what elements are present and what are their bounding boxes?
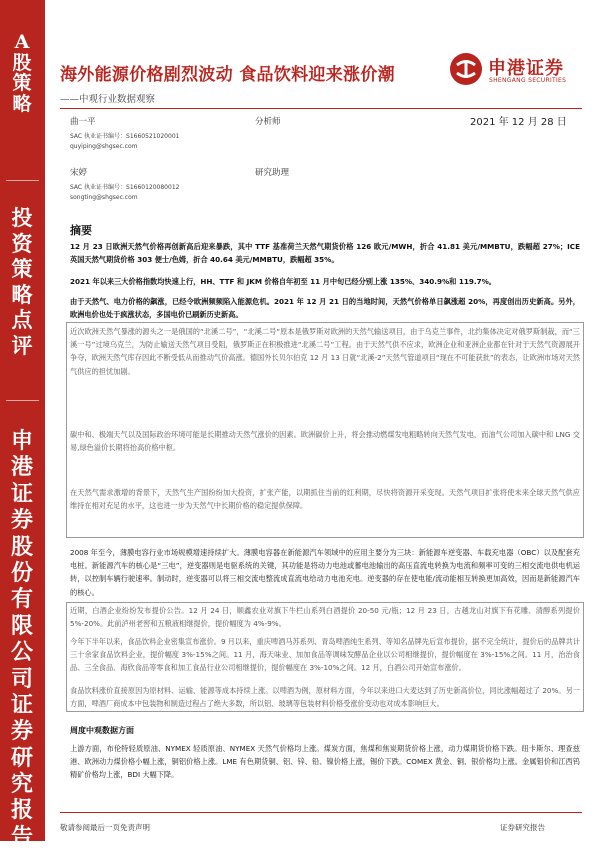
analyst-name: 曲一平 [70, 117, 96, 127]
assistant-cert: SAC 执业证书编号：S1660120080012 [70, 184, 180, 191]
sidebar-company: 申港证券股份有限公司证券研究报告 [10, 428, 33, 850]
footer-label: 证券研究报告 [500, 823, 545, 832]
footer-disclaimer: 敬请参阅最后一页免责声明 [60, 823, 150, 832]
company-logo [449, 52, 579, 92]
summary-paragraph: 由于天然气、电力价格的飙涨，已经令欧洲频频陷入能源危机。2021 年 12 月 21 日的当地时间，天然气价格单日飙涨超 20%，再度创出历史新高。另外，欧洲电价也处于疯涨状态，多国电价已刷新历史新高。 [70, 297, 580, 320]
report-title: 海外能源价格剧烈波动 食品饮料迎来涨价潮 [60, 65, 395, 85]
sidebar-divider [6, 400, 39, 401]
summary-paragraph: 近次欧洲天然气暴涨的源头之一是俄国的“北溪二号”，“北溪二号”原本是俄罗斯对欧洲的天然气输送项目，由于乌克兰事件，北约集体决定对俄罗斯制裁，而“三溪一号”过境乌克兰，为防止输送天然气项目受阻，俄罗斯正在积极推进“北溪二号”工程。由于天然气供不应求，欧洲企业和亚洲企业都在针对于天然气资源展开争夺，欧洲天然气库存因此不断受低从而推动气价高涨。德国外长贝尔伯克 12 月 13 日就“北溪-2”天然气管道项目“现在不可能获批”的表态，让欧洲市场对天然气供应的担忧加剧。 [70, 327, 580, 376]
sidebar-divider [6, 180, 39, 181]
summary-paragraph: 上游方面，布伦特轻质原油、NYMEX 轻质原油、NYMEX 天然气价格均上涨。煤炭方面，焦煤和焦炭期货价格上涨，动力煤期货价格下跌。纽卡斯尔、理查兹港、欧洲动力煤价格小幅上涨，铜铝价格上涨。LME 有色期货铜、铝、锌、铅、镍价格上涨，锡价下跌。COMEX 黄金、铜、银价格均上涨。金属钼价和江西钨精矿价格均上涨，BDI 大幅下降。 [70, 744, 580, 780]
assistant-name: 宋婷 [70, 168, 88, 178]
report-subtitle: ——中观行业数据观察 [60, 94, 156, 105]
shengang-logo-icon [449, 52, 483, 86]
analyst-email[interactable]: quyiping@shgsec.com [70, 143, 138, 150]
section-heading: 周度中观数据方面 [70, 726, 134, 735]
report-date: 2021 年 12 月 28 日 [470, 117, 567, 128]
sidebar-category: A股策略 [12, 31, 32, 115]
assistant-role: 研究助理 [255, 168, 290, 178]
header-rule [60, 108, 582, 109]
summary-heading: 摘要 [70, 224, 92, 237]
sidebar-report-type: 投资策略点评 [11, 205, 33, 359]
analyst-role: 分析师 [255, 117, 281, 127]
analyst-cert: SAC 执业证书编号：S1660521020001 [70, 133, 180, 140]
logo-english-name: SHENGANG SECURITIES [489, 77, 567, 84]
summary-paragraph: 今年下半年以来，食品饮料企业密集宣布涨价。9 月以来，重庆啤酒马苏系列、青岛啤酒纯生系列、等知名品牌先后宣布提价，据不完全统计，提价后的品牌共计三十余家食品饮料企业，提价幅度 3%-15%之间。11 月，海天味业、加加食品等调味发酵品企业以公司相继提价，提价幅度在 3%-15%之间。11 月，治治食品、三全食品、海欣食品等零食和加工食品行业公司相继提价，提价幅度在 3%-10%之间。12 月，白酒公司开始宣布涨价。 [70, 637, 580, 673]
summary-paragraph: 2008 年至今，薄膜电容行业市场规模增速持续扩大。薄膜电容器在新能源汽车领域中的应用主要分为三块：新能源车逆变器、车载充电器（OBC）以及配套充电桩。新能源汽车的核心是“三电”，逆变器则是电驱系统的关键，其功能是将动力电池或蓄电池输出的高压直流电转换为电流和频率可变的三相交流电供电机运转，以控制车辆行驶速率。制动时，逆变器可以将三相交流电整流成直流电给动力电池充电。逆变器的存在使电能/流动能相互转换更加高效，因而是新能源汽车的核心。 [70, 548, 580, 597]
summary-paragraph: 碳中和、极端天气以及国际政治环境可能是长期推动天然气涨价的因素。欧洲碳价上升，将会推动燃煤发电粗略转向天然气发电，而油气公司加入碳中和 LNG 交易,绿色溢价长期将抬高价格中枢。 [70, 430, 580, 453]
logo-chinese-name: 申港证券 [488, 58, 564, 79]
summary-paragraph: 2021 年以来三大价格指数均快速上行，HH、TTF 和 JKM 价格自年初至 11 月中旬已经分别上涨 135%、340.9%和 119.7%。 [70, 277, 496, 286]
summary-paragraph: 近期，白酒企业纷纷发布提价公告。12 月 24 日，顺鑫农业对旗下牛栏山系列白酒提价 20-50 元/瓶；12 月 23 日，古越龙山对旗下有花雕、清醇系列提价 5%-20%。此前泸州老窖和五粮液相继提价，提价幅度为 4%-9%。 [70, 606, 580, 629]
footer-rule [60, 812, 582, 813]
summary-paragraph: 12 月 23 日欧洲天然气价格再创新高后迎来暴跌，其中 TTF 基准荷兰天然气期货价格 126 欧元/MWH，折合 41.81 美元/MMBTU，跌幅超 27%；ICE 英国天然气期货价格 303 便士/色姆，折合 40.64 美元/MMBTU，跌幅超 35%。 [70, 242, 580, 265]
summary-paragraph: 在天然气需求激增的背景下，天然气生产国纷纷加大投资，扩张产能，以期抓住当前的红利期，尽快将资源开采变现。天然气项目扩张将使未来全球天然气供应维持在相对充足的水平，这也进一步为天然气中长期价格的稳定提供保障。 [70, 488, 580, 511]
sidebar [0, 0, 45, 850]
summary-paragraph: 食品饮料涨价直接原因为原材料、运输、能源等成本持续上涨。以啤酒为例，原材料方面，今年以来进口大麦达到了历史新高价位，同比涨幅超过了 20%。另一方面，啤酒厂商成本中包装物和制造过程占了绝大多数，所以铝、玻璃等包装材料价格受涨价变动也对成本影响巨大。 [70, 686, 580, 709]
assistant-email[interactable]: songting@shgsec.com [70, 194, 138, 201]
